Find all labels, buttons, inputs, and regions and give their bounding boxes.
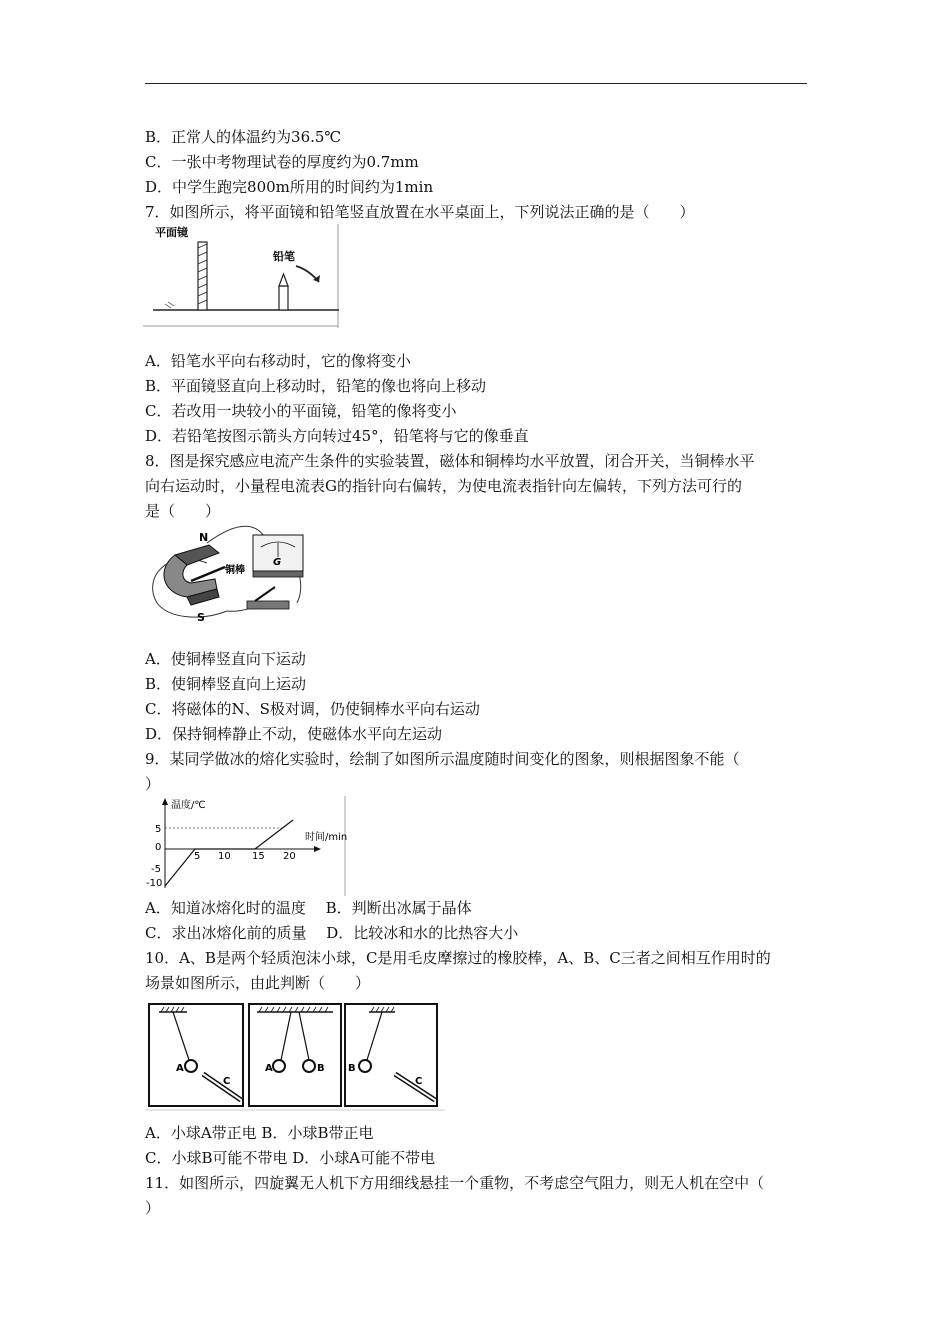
q7-figure — [143, 224, 341, 328]
q10-stem-2: 场景如图所示，由此判断（ ） — [145, 974, 371, 992]
svg-text:B: B — [348, 1063, 356, 1074]
magnet-s-label: S — [197, 611, 205, 624]
x-tick-20: 20 — [283, 851, 296, 862]
copper-rod-label: 铜棒 — [225, 565, 245, 576]
q8-option-d: D．保持铜棒静止不动，使磁体水平向左运动 — [145, 725, 443, 743]
ball-icon — [359, 1060, 371, 1072]
copper-rod-icon — [191, 567, 225, 581]
ball-icon — [303, 1060, 315, 1072]
svg-text:A: A — [176, 1063, 184, 1074]
q8-option-a: A．使铜棒竖直向下运动 — [145, 650, 306, 668]
q9-options-cd: C．求出冰熔化前的质量 D．比较冰和水的比热容大小 — [145, 924, 519, 942]
y-tick-neg5: -5 — [151, 864, 161, 875]
q10-stem-1: 10．A、B是两个轻质泡沫小球，C是用毛皮摩擦过的橡胶棒，A、B、C三者之间相互作用时的 — [145, 949, 771, 967]
q9-options-ab: A．知道冰熔化时的温度 B．判断出冰属于晶体 — [145, 899, 472, 917]
x-tick-15: 15 — [252, 851, 265, 862]
pencil-label: 铅笔 — [273, 250, 295, 263]
svg-text:B: B — [317, 1063, 325, 1074]
switch-icon — [247, 601, 289, 609]
q9-stem-1: 9．某同学做冰的熔化实验时，绘制了如图所示温度随时间变化的图象，则根据图象不能（ — [145, 750, 740, 768]
y-axis-label: 温度/℃ — [171, 800, 206, 811]
q10-panel-1 — [149, 1004, 243, 1106]
x-axis-label: 时间/min — [305, 832, 347, 843]
svg-text:C: C — [223, 1076, 231, 1087]
magnet-n-label: N — [199, 531, 209, 544]
q10-panel-3 — [345, 1004, 437, 1106]
y-tick-neg10: -10 — [146, 878, 163, 889]
q11-stem-1: 11．如图所示，四旋翼无人机下方用细线悬挂一个重物，不考虑空气阻力，则无人机在空中（ — [145, 1174, 765, 1192]
y-tick-0: 0 — [155, 842, 162, 853]
header-rule — [145, 83, 807, 84]
q8-stem-2: 向右运动时，小量程电流表G的指针向右偏转，为使电流表指针向左偏转，下列方法可行的 — [145, 477, 742, 495]
ball-icon — [185, 1060, 197, 1072]
q9-stem-2: ） — [145, 775, 161, 793]
q6-option-b: B．正常人的体温约为36.5℃ — [145, 128, 342, 146]
galvanometer-label: G — [273, 557, 282, 568]
ball-icon — [273, 1060, 285, 1072]
q7-stem: 7．如图所示，将平面镜和铅笔竖直放置在水平桌面上，下列说法正确的是（ ） — [145, 203, 695, 221]
mirror-label: 平面镜 — [155, 226, 188, 239]
svg-text:C: C — [415, 1076, 423, 1087]
pencil-icon — [279, 286, 288, 310]
q7-option-d: D．若铅笔按图示箭头方向转过45°，铅笔将与它的像垂直 — [145, 427, 529, 445]
x-tick-5: 5 — [194, 851, 201, 862]
q10-options-ab: A．小球A带正电 B．小球B带正电 — [145, 1124, 374, 1142]
q8-option-b: B．使铜棒竖直向上运动 — [145, 675, 307, 693]
q10-panel-2 — [249, 1004, 341, 1106]
q10-figure — [145, 996, 445, 1112]
q11-stem-2: ） — [145, 1199, 161, 1217]
q9-figure — [143, 796, 347, 896]
x-tick-10: 10 — [218, 851, 231, 862]
q8-stem-3: 是（ ） — [145, 502, 221, 520]
y-tick-5: 5 — [155, 824, 162, 835]
q10-options-cd: C．小球B可能不带电 D．小球A可能不带电 — [145, 1149, 436, 1167]
svg-text:A: A — [265, 1063, 273, 1074]
q8-option-c: C．将磁体的N、S极对调，仍使铜棒水平向右运动 — [145, 700, 480, 718]
q6-option-d: D．中学生跑完800m所用的时间约为1min — [145, 178, 434, 196]
q7-option-a: A．铅笔水平向右移动时，它的像将变小 — [145, 352, 411, 370]
q6-option-c: C．一张中考物理试卷的厚度约为0.7mm — [145, 153, 419, 171]
q8-stem-1: 8．图是探究感应电流产生条件的实验装置，磁体和铜棒均水平放置，闭合开关，当铜棒水平 — [145, 452, 755, 470]
q8-figure — [147, 523, 313, 627]
q7-option-c: C．若改用一块较小的平面镜，铅笔的像将变小 — [145, 402, 457, 420]
q7-option-b: B．平面镜竖直向上移动时，铅笔的像也将向上移动 — [145, 377, 487, 395]
